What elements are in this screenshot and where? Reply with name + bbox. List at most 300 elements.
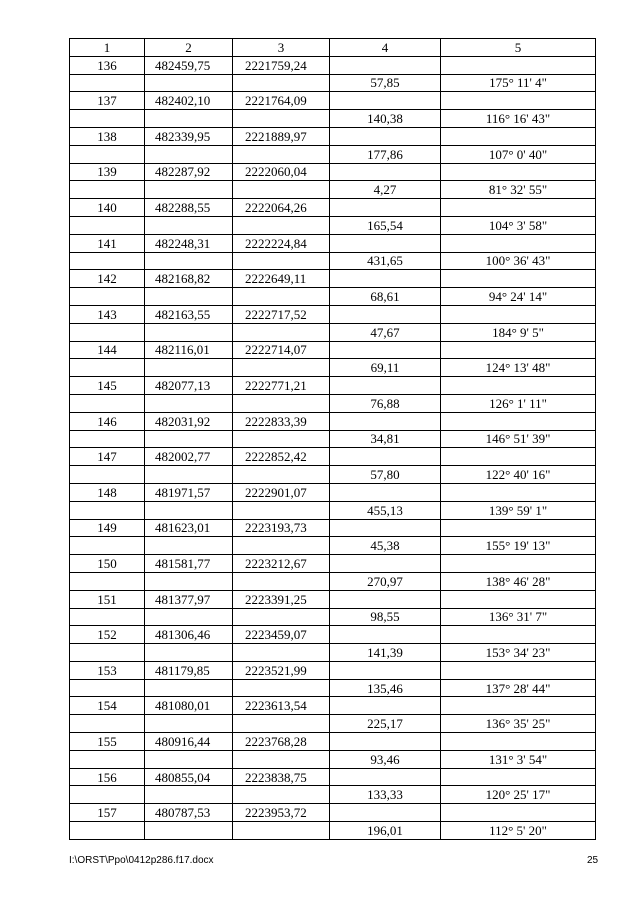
y-coordinate-text: 2222852,42 <box>245 449 307 465</box>
y-coordinate-text: 2222717,52 <box>245 306 307 322</box>
y-coordinate-cell <box>233 501 330 519</box>
x-coordinate-text: 480916,44 <box>155 733 211 749</box>
header-cell-1: 1 <box>70 39 145 57</box>
point-number-cell <box>70 501 145 519</box>
distance-cell <box>330 323 441 341</box>
distance-cell <box>330 92 441 110</box>
x-coordinate-text: 482248,31 <box>155 235 211 251</box>
x-coordinate-text: 481623,01 <box>155 520 211 536</box>
x-coordinate-text: 482402,10 <box>155 93 211 109</box>
point-number-cell <box>70 786 145 804</box>
bearing-cell <box>441 359 596 377</box>
y-coordinate-cell <box>233 305 330 323</box>
bearing-text: 120° 25' 17" <box>485 787 551 803</box>
y-coordinate-text: 2223953,72 <box>245 805 307 821</box>
distance-cell <box>330 697 441 715</box>
x-coordinate-text: 482287,92 <box>155 164 211 180</box>
distance-cell <box>330 74 441 92</box>
bearing-cell <box>441 323 596 341</box>
table-row <box>70 377 596 395</box>
y-coordinate-text: 2221759,24 <box>245 57 307 73</box>
point-number-cell <box>70 715 145 733</box>
point-number-cell <box>70 644 145 662</box>
coordinates-table-body <box>70 39 596 840</box>
distance-text: 34,81 <box>370 431 400 447</box>
table-row <box>70 234 596 252</box>
point-number-cell <box>70 145 145 163</box>
bearing-cell <box>441 181 596 199</box>
distance-cell <box>330 608 441 626</box>
y-coordinate-cell <box>233 626 330 644</box>
y-coordinate-text <box>233 218 245 233</box>
y-coordinate-cell <box>233 750 330 768</box>
x-coordinate-cell <box>145 572 233 590</box>
footer-page-number: 25 <box>587 855 599 866</box>
y-coordinate-cell <box>233 74 330 92</box>
y-coordinate-text <box>233 75 245 90</box>
y-coordinate-cell <box>233 786 330 804</box>
bearing-text: 137° 28' 44" <box>485 680 551 696</box>
point-number-cell <box>70 110 145 128</box>
table-row <box>70 786 596 804</box>
table-row <box>70 804 596 822</box>
y-coordinate-cell <box>233 519 330 537</box>
bearing-text: 155° 19' 13" <box>485 538 551 554</box>
point-number-cell <box>70 288 145 306</box>
bearing-cell <box>441 786 596 804</box>
x-coordinate-cell <box>145 341 233 359</box>
x-coordinate-cell <box>145 501 233 519</box>
table-row <box>70 92 596 110</box>
x-coordinate-cell <box>145 56 233 74</box>
point-number-text: 141 <box>97 235 117 251</box>
bearing-cell <box>441 804 596 822</box>
point-number-text: 139 <box>97 164 117 180</box>
distance-cell <box>330 644 441 662</box>
bearing-cell <box>441 216 596 234</box>
x-coordinate-cell <box>145 555 233 573</box>
point-number-text: 156 <box>97 769 117 785</box>
bearing-cell <box>441 341 596 359</box>
y-coordinate-cell <box>233 537 330 555</box>
bearing-cell <box>441 92 596 110</box>
table-row <box>70 270 596 288</box>
point-number-cell <box>70 74 145 92</box>
table-row <box>70 626 596 644</box>
x-coordinate-cell <box>145 288 233 306</box>
x-coordinate-cell <box>145 750 233 768</box>
bearing-text: 146° 51' 39" <box>485 431 551 447</box>
point-number-cell <box>70 323 145 341</box>
point-number-text: 137 <box>97 93 117 109</box>
bearing-text: 104° 3' 58" <box>488 217 548 233</box>
y-coordinate-text: 2223768,28 <box>245 733 307 749</box>
y-coordinate-text: 2222901,07 <box>245 484 307 500</box>
y-coordinate-cell <box>233 733 330 751</box>
table-row <box>70 341 596 359</box>
point-number-text: 149 <box>97 520 117 536</box>
y-coordinate-cell <box>233 768 330 786</box>
table-row <box>70 288 596 306</box>
point-number-text: 142 <box>97 271 117 287</box>
bearing-cell <box>441 661 596 679</box>
distance-cell <box>330 715 441 733</box>
y-coordinate-text <box>233 823 245 838</box>
bearing-cell <box>441 145 596 163</box>
x-coordinate-cell <box>145 181 233 199</box>
distance-cell <box>330 448 441 466</box>
distance-cell <box>330 804 441 822</box>
header-cell-5: 5 <box>441 39 596 57</box>
table-row <box>70 661 596 679</box>
y-coordinate-cell <box>233 110 330 128</box>
point-number-cell <box>70 519 145 537</box>
point-number-cell <box>70 163 145 181</box>
x-coordinate-text: 480787,53 <box>155 805 211 821</box>
bearing-cell <box>441 412 596 430</box>
y-coordinate-text: 2222224,84 <box>245 235 307 251</box>
x-coordinate-text <box>145 609 155 624</box>
distance-cell <box>330 359 441 377</box>
bearing-cell <box>441 56 596 74</box>
x-coordinate-cell <box>145 377 233 395</box>
point-number-cell <box>70 270 145 288</box>
point-number-cell <box>70 750 145 768</box>
y-coordinate-cell <box>233 377 330 395</box>
table-row <box>70 466 596 484</box>
y-coordinate-text: 2221764,09 <box>245 93 307 109</box>
bearing-cell <box>441 626 596 644</box>
bearing-text: 94° 24' 14" <box>488 289 548 305</box>
x-coordinate-text <box>145 467 155 482</box>
table-row <box>70 679 596 697</box>
table-row <box>70 697 596 715</box>
table-row <box>70 199 596 217</box>
x-coordinate-text <box>145 360 155 375</box>
bearing-text: 107° 0' 40" <box>488 146 548 162</box>
point-number-cell <box>70 216 145 234</box>
point-number-cell <box>70 234 145 252</box>
x-coordinate-cell <box>145 74 233 92</box>
distance-cell <box>330 127 441 145</box>
y-coordinate-text <box>233 396 245 411</box>
x-coordinate-text: 481971,57 <box>155 484 211 500</box>
x-coordinate-cell <box>145 323 233 341</box>
distance-text: 165,54 <box>367 217 403 233</box>
y-coordinate-text: 2222771,21 <box>245 378 307 394</box>
y-coordinate-text <box>233 787 245 802</box>
distance-cell <box>330 733 441 751</box>
x-coordinate-cell <box>145 448 233 466</box>
distance-cell <box>330 145 441 163</box>
bearing-text: 136° 35' 25" <box>485 716 551 732</box>
point-number-cell <box>70 412 145 430</box>
distance-text: 47,67 <box>370 324 400 340</box>
bearing-cell <box>441 234 596 252</box>
x-coordinate-cell <box>145 715 233 733</box>
distance-cell <box>330 750 441 768</box>
point-number-cell <box>70 92 145 110</box>
point-number-cell <box>70 252 145 270</box>
header-cell-2: 2 <box>145 39 233 57</box>
point-number-cell <box>70 394 145 412</box>
header-cell-4: 4 <box>330 39 441 57</box>
x-coordinate-text: 481581,77 <box>155 556 211 571</box>
bearing-text: 139° 59' 1" <box>488 502 548 518</box>
bearing-cell <box>441 750 596 768</box>
x-coordinate-text: 482288,55 <box>155 200 211 216</box>
table-row <box>70 430 596 448</box>
header-cell-3: 3 <box>233 39 330 57</box>
y-coordinate-text <box>233 111 245 126</box>
x-coordinate-text: 482163,55 <box>155 306 211 322</box>
x-coordinate-text: 482168,82 <box>155 271 211 287</box>
y-coordinate-cell <box>233 804 330 822</box>
distance-text: 76,88 <box>370 395 400 411</box>
distance-text: 177,86 <box>367 146 403 162</box>
bearing-cell <box>441 715 596 733</box>
distance-cell <box>330 430 441 448</box>
x-coordinate-cell <box>145 92 233 110</box>
x-coordinate-text <box>145 218 155 233</box>
y-coordinate-cell <box>233 555 330 573</box>
x-coordinate-text <box>145 147 155 162</box>
point-number-text: 140 <box>97 200 117 216</box>
bearing-text: 112° 5' 20" <box>489 822 547 838</box>
point-number-text: 151 <box>97 591 117 607</box>
x-coordinate-cell <box>145 626 233 644</box>
x-coordinate-cell <box>145 590 233 608</box>
bearing-cell <box>441 288 596 306</box>
x-coordinate-text <box>145 752 155 767</box>
point-number-cell <box>70 768 145 786</box>
table-row <box>70 644 596 662</box>
table-row <box>70 145 596 163</box>
x-coordinate-text <box>145 538 155 553</box>
distance-cell <box>330 234 441 252</box>
x-coordinate-text <box>145 431 155 446</box>
y-coordinate-text: 2222064,26 <box>245 200 307 216</box>
distance-cell <box>330 572 441 590</box>
distance-text: 4,27 <box>373 182 397 198</box>
point-number-cell <box>70 661 145 679</box>
distance-cell <box>330 483 441 501</box>
table-row <box>70 768 596 786</box>
y-coordinate-cell <box>233 430 330 448</box>
distance-cell <box>330 199 441 217</box>
y-coordinate-cell <box>233 56 330 74</box>
x-coordinate-cell <box>145 127 233 145</box>
point-number-cell <box>70 430 145 448</box>
point-number-cell <box>70 590 145 608</box>
x-coordinate-text <box>145 111 155 126</box>
bearing-cell <box>441 466 596 484</box>
point-number-cell <box>70 377 145 395</box>
y-coordinate-text <box>233 609 245 624</box>
table-row <box>70 412 596 430</box>
y-coordinate-text <box>233 716 245 731</box>
y-coordinate-text: 2221889,97 <box>245 128 307 144</box>
distance-text: 57,80 <box>370 467 400 483</box>
distance-text: 45,38 <box>370 538 400 554</box>
x-coordinate-text <box>145 645 155 660</box>
x-coordinate-cell <box>145 786 233 804</box>
x-coordinate-text <box>145 503 155 518</box>
bearing-cell <box>441 644 596 662</box>
point-number-text: 155 <box>97 733 117 749</box>
table-row <box>70 750 596 768</box>
table-header-row <box>70 39 596 57</box>
y-coordinate-cell <box>233 822 330 840</box>
distance-cell <box>330 590 441 608</box>
point-number-cell <box>70 127 145 145</box>
table-row <box>70 590 596 608</box>
distance-text: 141,39 <box>367 644 403 660</box>
bearing-cell <box>441 822 596 840</box>
bearing-cell <box>441 768 596 786</box>
distance-cell <box>330 216 441 234</box>
y-coordinate-text <box>233 752 245 767</box>
x-coordinate-cell <box>145 110 233 128</box>
y-coordinate-cell <box>233 252 330 270</box>
distance-cell <box>330 252 441 270</box>
distance-text: 68,61 <box>370 289 400 305</box>
y-coordinate-text <box>233 253 245 268</box>
x-coordinate-cell <box>145 270 233 288</box>
bearing-text: 100° 36' 43" <box>485 253 551 269</box>
x-coordinate-text: 482031,92 <box>155 413 211 429</box>
distance-cell <box>330 501 441 519</box>
table-row <box>70 608 596 626</box>
x-coordinate-text <box>145 182 155 197</box>
bearing-cell <box>441 501 596 519</box>
distance-text: 133,33 <box>367 787 403 803</box>
x-coordinate-text <box>145 716 155 731</box>
y-coordinate-text <box>233 538 245 553</box>
point-number-cell <box>70 679 145 697</box>
point-number-cell <box>70 555 145 573</box>
point-number-cell <box>70 733 145 751</box>
x-coordinate-cell <box>145 661 233 679</box>
y-coordinate-text: 2223459,07 <box>245 627 307 643</box>
table-row <box>70 216 596 234</box>
x-coordinate-cell <box>145 252 233 270</box>
x-coordinate-cell <box>145 733 233 751</box>
table-row <box>70 483 596 501</box>
y-coordinate-text: 2223212,67 <box>245 556 307 571</box>
y-coordinate-cell <box>233 412 330 430</box>
y-coordinate-cell <box>233 572 330 590</box>
x-coordinate-cell <box>145 822 233 840</box>
y-coordinate-cell <box>233 323 330 341</box>
point-number-text: 154 <box>97 698 117 714</box>
y-coordinate-cell <box>233 394 330 412</box>
bearing-cell <box>441 199 596 217</box>
point-number-cell <box>70 359 145 377</box>
table-row <box>70 501 596 519</box>
distance-text: 225,17 <box>367 716 403 732</box>
table-row <box>70 715 596 733</box>
y-coordinate-cell <box>233 466 330 484</box>
point-number-cell <box>70 483 145 501</box>
distance-cell <box>330 822 441 840</box>
x-coordinate-cell <box>145 359 233 377</box>
x-coordinate-text: 482116,01 <box>155 342 210 358</box>
y-coordinate-cell <box>233 288 330 306</box>
y-coordinate-text: 2222833,39 <box>245 413 307 429</box>
y-coordinate-text: 2222649,11 <box>245 271 307 287</box>
point-number-cell <box>70 608 145 626</box>
bearing-text: 126° 1' 11" <box>489 395 547 411</box>
point-number-cell <box>70 181 145 199</box>
point-number-text: 150 <box>97 556 117 571</box>
distance-text: 196,01 <box>367 822 403 838</box>
distance-cell <box>330 555 441 573</box>
distance-cell <box>330 270 441 288</box>
y-coordinate-cell <box>233 127 330 145</box>
y-coordinate-cell <box>233 483 330 501</box>
point-number-cell <box>70 56 145 74</box>
x-coordinate-text: 481377,97 <box>155 591 211 607</box>
bearing-cell <box>441 110 596 128</box>
bearing-cell <box>441 377 596 395</box>
point-number-cell <box>70 822 145 840</box>
y-coordinate-cell <box>233 644 330 662</box>
bearing-text: 138° 46' 28" <box>485 573 551 589</box>
point-number-text: 146 <box>97 413 117 429</box>
x-coordinate-cell <box>145 804 233 822</box>
table-row <box>70 74 596 92</box>
y-coordinate-text <box>233 325 245 340</box>
point-number-text: 136 <box>97 57 117 73</box>
distance-text: 57,85 <box>370 75 400 91</box>
y-coordinate-cell <box>233 145 330 163</box>
bearing-cell <box>441 590 596 608</box>
table-row <box>70 359 596 377</box>
distance-cell <box>330 626 441 644</box>
y-coordinate-cell <box>233 199 330 217</box>
y-coordinate-text: 2223838,75 <box>245 769 307 785</box>
table-row <box>70 305 596 323</box>
x-coordinate-text <box>145 253 155 268</box>
distance-cell <box>330 377 441 395</box>
y-coordinate-text: 2223521,99 <box>245 662 307 678</box>
coordinates-table <box>69 38 596 840</box>
x-coordinate-text <box>145 787 155 802</box>
distance-cell <box>330 56 441 74</box>
point-number-text: 157 <box>97 805 117 821</box>
x-coordinate-cell <box>145 608 233 626</box>
x-coordinate-cell <box>145 697 233 715</box>
point-number-cell <box>70 572 145 590</box>
bearing-text: 81° 32' 55" <box>488 182 548 198</box>
x-coordinate-text: 482077,13 <box>155 378 211 394</box>
table-row <box>70 252 596 270</box>
x-coordinate-cell <box>145 394 233 412</box>
y-coordinate-cell <box>233 679 330 697</box>
y-coordinate-cell <box>233 341 330 359</box>
x-coordinate-text <box>145 681 155 696</box>
table-row <box>70 572 596 590</box>
distance-text: 69,11 <box>370 360 400 376</box>
table-row <box>70 181 596 199</box>
distance-cell <box>330 288 441 306</box>
y-coordinate-text <box>233 431 245 446</box>
bearing-cell <box>441 679 596 697</box>
y-coordinate-text <box>233 681 245 696</box>
x-coordinate-cell <box>145 412 233 430</box>
point-number-text: 145 <box>97 378 117 394</box>
